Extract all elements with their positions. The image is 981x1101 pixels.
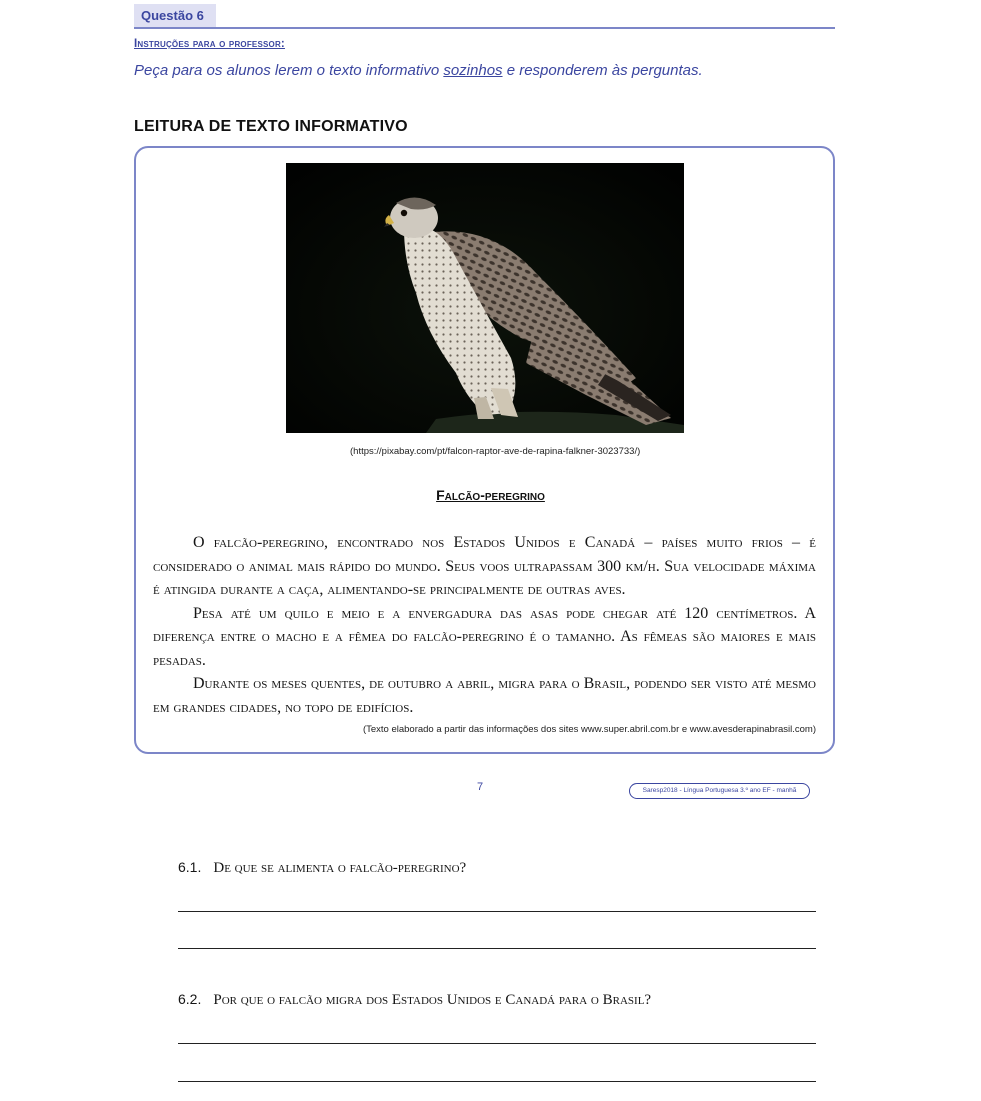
- teacher-instructions-text: [134, 62, 703, 79]
- article-title: Falcão-peregrino: [436, 487, 545, 503]
- answer-line[interactable]: [178, 948, 816, 949]
- falcon-illustration: [286, 163, 684, 433]
- header-divider: [134, 27, 835, 29]
- instructions-text-emphasis: sozinhos: [443, 62, 503, 79]
- falcon-photo: [286, 163, 684, 433]
- question-number-tab: Questão 6: [134, 4, 216, 27]
- question-text: Por que o falcão migra dos Estados Unidos e Canadá para o Brasil?: [213, 992, 652, 1008]
- answer-line[interactable]: [178, 1081, 816, 1082]
- question-number: 6.1.: [178, 859, 202, 875]
- instructions-text-start: Peça para os alunos lerem o texto informativo: [134, 62, 444, 79]
- photo-credit-link: (https://pixabay.com/pt/falcon-raptor-ave-de-rapina-falkner-3023733/): [350, 446, 641, 457]
- teacher-instructions-label: Instruções para o professor:: [134, 38, 285, 50]
- exam-footer-badge: Saresp2018 - Língua Portuguesa 3.º ano EF - manhã: [629, 783, 810, 799]
- text-source-citation: (Texto elaborado a partir das informações dos sites www.super.abril.com.br e www.avesderapinabrasil.com): [362, 724, 816, 735]
- article-paragraph: Durante os meses quentes, de outubro a abril, migra para o Brasil, podendo ser visto até mesmo em grandes cidades, no topo de edifícios.: [153, 675, 816, 716]
- instructions-text-end: e responderem às perguntas.: [502, 62, 703, 79]
- answer-line[interactable]: [178, 1043, 816, 1044]
- question-number: 6.2.: [178, 991, 202, 1007]
- article-paragraph: Pesa até um quilo e meio e a envergadura das asas pode chegar até 120 centímetros. A diferença entre o macho e a fêmea do falcão-peregrino é o tamanho. As fêmeas são maiores e mais pesadas.: [153, 604, 816, 669]
- article-paragraph: O falcão-peregrino, encontrado nos Estados Unidos e Canadá – países muito frios – é considerado o animal mais rápido do mundo. Seus voos ultrapassam 300 km/h. Sua velocidade máxima é atingida durante a caça, alimentando-se principalmente de outras aves.: [153, 534, 816, 598]
- question-6-2: [178, 991, 651, 1009]
- answer-line[interactable]: [178, 911, 816, 912]
- question-6-1: [178, 859, 466, 877]
- question-text: De que se alimenta o falcão-peregrino?: [213, 860, 467, 876]
- section-title: LEITURA DE TEXTO INFORMATIVO: [134, 118, 408, 135]
- page-number: 7: [476, 781, 484, 793]
- article-body: [153, 531, 816, 719]
